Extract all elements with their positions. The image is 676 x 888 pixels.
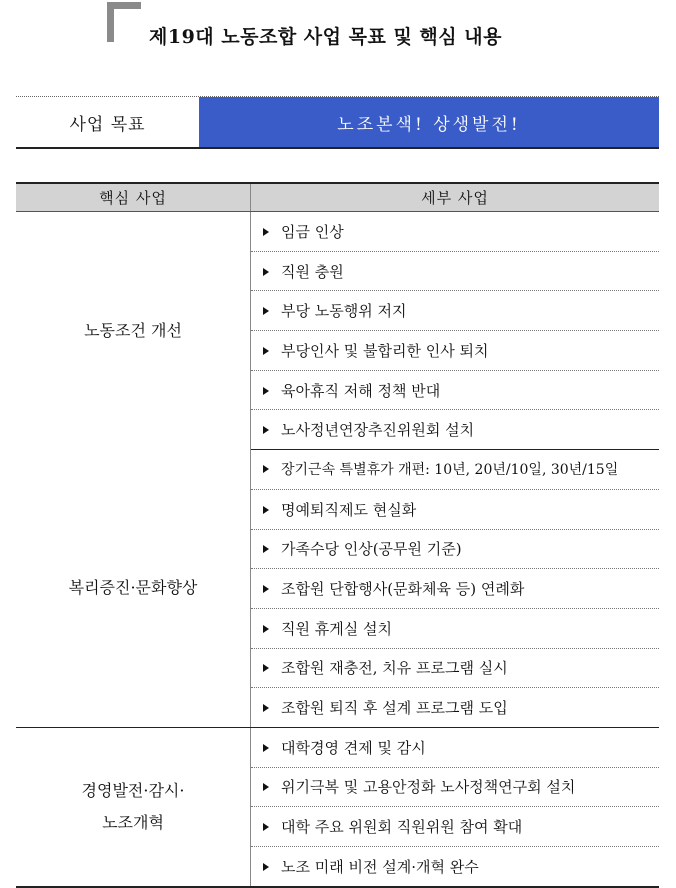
category-line: 경영발전·감시· bbox=[81, 780, 185, 800]
bullet-icon bbox=[263, 783, 269, 791]
detail-item: 대학경영 견제 및 감시 bbox=[251, 727, 660, 767]
bullet-icon bbox=[263, 506, 269, 514]
bullet-icon bbox=[263, 545, 269, 553]
category-cell bbox=[16, 727, 251, 886]
bullet-icon bbox=[263, 585, 269, 593]
goal-banner bbox=[16, 96, 659, 149]
bullet-icon bbox=[263, 268, 269, 276]
detail-item: 조합원 단합행사(문화체육 등) 연례화 bbox=[251, 569, 660, 609]
detail-item: 위기극복 및 고용안정화 노사정책연구회 설치 bbox=[251, 767, 660, 807]
detail-item: 직원 충원 bbox=[251, 251, 660, 291]
table-row bbox=[16, 727, 659, 767]
header-core-project: 핵심 사업 bbox=[16, 183, 251, 212]
table-row bbox=[16, 212, 659, 252]
detail-item: 부당인사 및 불합리한 인사 퇴치 bbox=[251, 331, 660, 371]
bullet-icon bbox=[263, 863, 269, 871]
bullet-icon bbox=[263, 823, 269, 831]
bullet-icon bbox=[263, 704, 269, 712]
detail-item: 노조 미래 비전 설계·개혁 완수 bbox=[251, 847, 660, 887]
detail-item: 가족수당 인상(공무원 기준) bbox=[251, 529, 660, 569]
detail-item: 육아휴직 저해 정책 반대 bbox=[251, 370, 660, 410]
detail-item: 장기근속 특별휴가 개편: 10년, 20년/10일, 30년/15일 bbox=[251, 450, 660, 490]
bullet-icon bbox=[263, 426, 269, 434]
detail-item: 대학 주요 위원회 직원위원 참여 확대 bbox=[251, 807, 660, 847]
bullet-icon bbox=[263, 347, 269, 355]
page-title: 제19대 노동조합 사업 목표 및 핵심 내용 bbox=[149, 26, 502, 48]
header-detail-project: 세부 사업 bbox=[251, 183, 660, 212]
goal-value: 노조본색! 상생발전! bbox=[199, 97, 659, 147]
title-bracket-decoration bbox=[107, 2, 141, 42]
detail-item: 조합원 퇴직 후 설계 프로그램 도입 bbox=[251, 688, 660, 728]
category-cell: 노동조건 개선 bbox=[16, 212, 251, 450]
detail-item: 명예퇴직제도 현실화 bbox=[251, 489, 660, 529]
table-row bbox=[16, 450, 659, 490]
detail-item: 직원 휴게실 설치 bbox=[251, 608, 660, 648]
table-header-row bbox=[16, 183, 659, 212]
category-line: 노조개혁 bbox=[102, 812, 164, 832]
goal-label: 사업 목표 bbox=[69, 114, 146, 135]
bullet-icon bbox=[263, 387, 269, 395]
bullet-icon bbox=[263, 664, 269, 672]
detail-item: 부당 노동행위 저지 bbox=[251, 291, 660, 331]
detail-item: 임금 인상 bbox=[251, 212, 660, 252]
bullet-icon bbox=[263, 744, 269, 752]
core-projects-table bbox=[16, 182, 659, 888]
detail-item: 노사정년연장추진위원회 설치 bbox=[251, 410, 660, 450]
bullet-icon bbox=[263, 307, 269, 315]
bullet-icon bbox=[263, 465, 269, 473]
detail-item: 조합원 재충전, 치유 프로그램 실시 bbox=[251, 648, 660, 688]
bullet-icon bbox=[263, 625, 269, 633]
bullet-icon bbox=[263, 228, 269, 236]
category-cell: 복리증진·문화향상 bbox=[16, 450, 251, 728]
